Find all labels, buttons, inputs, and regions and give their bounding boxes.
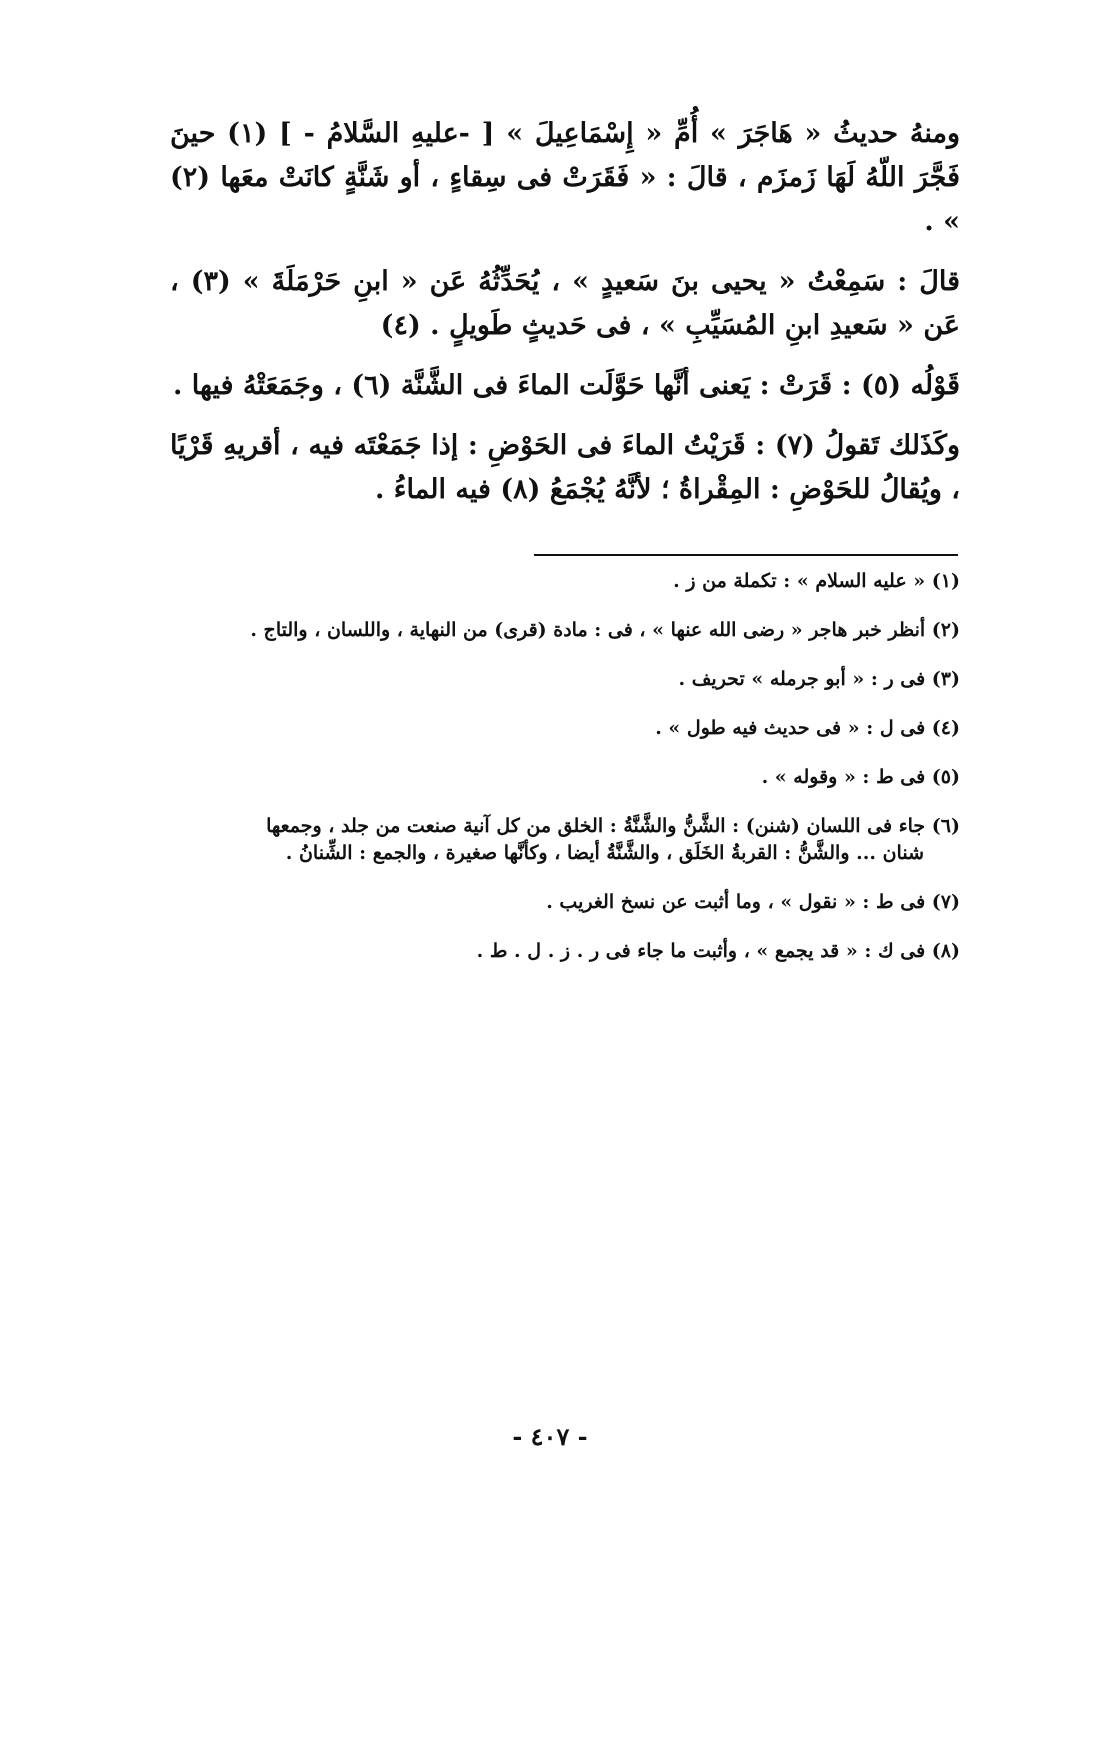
page-number: - ٤٠٧ - [512, 1422, 588, 1451]
footnote-3: (٣) فى ر : « أبو جرمله » تحريف . [678, 668, 960, 690]
paragraph-hadith-hajar: ومنهُ حديثُ « هَاجَرَ » أُمِّ « إِسْمَاعِيلَ » [ -عليهِ السَّلامُ - ] (١) حينَ فَجَّرَ اللّهُ لَهَا زَمزَم ، قالَ : « فَقَرَتْ فى سِقاءٍ ، أو شَنَّةٍ كانَتْ معَها (٢) » . [170, 118, 960, 237]
footnotes-block [170, 568, 960, 987]
main-text-block [170, 112, 960, 528]
paragraph-qawluhu: قَوْلُه (٥) : قَرَتْ : يَعنى أنَّها حَوَّلَت الماءَ فى الشَّنَّة (٦) ، وجَمَعَتْهُ فيها . [172, 370, 960, 401]
footnote-7: (٧) فى ط : « نقول » ، وما أثبت عن نسخ الغريب . [546, 891, 960, 913]
footnote-divider [534, 554, 958, 556]
footnote-6-text: (٦) جاء فى اللسان (شنن) : الشَّنُّ والشَّنَّةُ : الخلق من كل آنية صنعت من جلد ، وجمعها [266, 815, 960, 837]
paragraph-kadhalika: وكَذَلك تَقولُ (٧) : قَرَيْتُ الماءَ فى الحَوْضِ : إذا جَمَعْتَه فيه ، أقريهِ قَرْيًا ، ويُقالُ للحَوْضِ : المِقْراةُ ؛ لأنَّهُ يُجْمَعُ (٨) فيه الماءُ . [170, 430, 961, 505]
footnote-1: (١) « عليه السلام » : تكملة من ز . [673, 570, 960, 592]
footnote-4: (٤) فى ل : « فى حديث فيه طول » . [655, 717, 960, 739]
footnote-6-continuation: شنان ... والشَّنُّ : القربةُ الخَلَق ، والشَّنَّةُ أيضا ، وكأنَّها صغيرة ، والجمع : الشِّنانُ . [285, 842, 924, 864]
footnote-5: (٥) فى ط : « وقوله » . [761, 766, 960, 788]
footnote-2: (٢) أنظر خبر هاجر « رضى الله عنها » ، فى : مادة (قرى) من النهاية ، واللسان ، والتاج . [250, 619, 960, 641]
paragraph-isnad: قالَ : سَمِعْتُ « يحيى بنَ سَعيدٍ » ، يُحَدِّثُهُ عَن « ابنِ حَرْمَلَةَ » (٣) ، عَن « سَعيدِ ابنِ المُسَيِّبِ » ، فى حَديثٍ طَويلٍ . (٤) [170, 266, 960, 341]
footnote-6 [170, 813, 960, 867]
footnote-8: (٨) فى ك : « قد يجمع » ، وأثبت ما جاء فى ر . ز . ل . ط . [476, 940, 960, 962]
